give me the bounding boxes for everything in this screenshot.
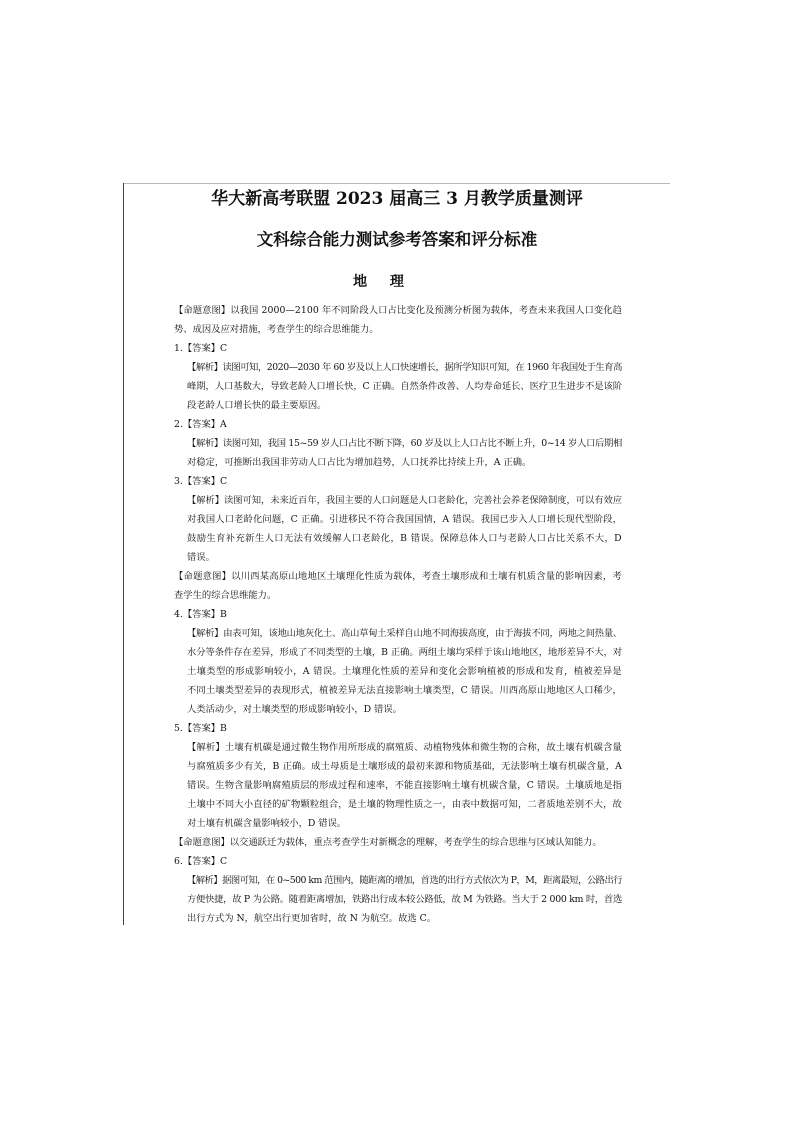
intent-line: 【命题意图】以川西某高原山地地区土壤理化性质为载体，考查土壤形成和土壤有机质含量的影响因素，考	[174, 570, 622, 582]
analysis-line: 出行方式为 N，航空出行更加省时，故 N 为航空。故选 C。	[187, 913, 437, 924]
question-1	[174, 339, 622, 415]
answer-line: 6.【答案】C	[174, 855, 228, 867]
intent-line: 势、成因及应对措施，考查学生的综合思维能力。	[174, 323, 379, 335]
question-2	[174, 415, 622, 472]
intent-line: 【命题意图】以我国 2000—2100 年不同阶段人口占比变化及预测分析图为载体，考查未来我国人口变化趋	[174, 304, 622, 316]
question-4	[174, 605, 622, 719]
analysis-line: 人类活动少，对土壤类型的形成影响较小，D 错误。	[187, 703, 402, 715]
page-title: 华大新高考联盟 2023 届高三 3 月教学质量测评	[211, 189, 583, 209]
analysis-line: 【解析】土壤有机碳是通过微生物作用所形成的腐殖质、动植物残体和微生物的合称，故土壤有机碳含量	[187, 741, 622, 753]
analysis-line: 段老龄人口增长快的最主要原因。	[187, 399, 327, 411]
analysis-line: 峰期，人口基数大，导致老龄人口增长快，C 正确。自然条件改善、人均寿命延长、医疗卫生进步不是该阶	[187, 380, 622, 392]
answer-line: 2.【答案】A	[174, 418, 227, 430]
analysis-line: 水分等条件存在差异，形成了不同类型的土壤，B 正确。两组土壤均采样于该山地地区，地形差异不大，对	[187, 646, 622, 658]
intent-line: 查学生的综合思维能力。	[174, 589, 277, 601]
analysis-line: 【解析】读图可知，2020—2030 年 60 岁及以上人口快速增长，据所学知识可知，在 1960 年我国处于生育高	[187, 361, 622, 373]
answer-key-body	[174, 301, 622, 929]
question-6	[174, 852, 622, 928]
intent-line: 【命题意图】以交通跃迁为载体，重点考查学生对新概念的理解，考查学生的综合思维与区域认知能力。	[174, 836, 602, 848]
answer-line: 3.【答案】C	[174, 475, 228, 487]
intent-paragraph-3	[174, 833, 622, 852]
page-subtitle: 文科综合能力测试参考答案和评分标准	[256, 230, 538, 249]
analysis-line: 对土壤有机碳含量影响较小，D 错误。	[187, 817, 347, 829]
analysis-line: 不同土壤类型差异的表现形式，植被差异无法直接影响土壤类型，C 错误。川西高原山地地区人口稀少，	[187, 684, 622, 696]
answer-line: 5.【答案】B	[174, 722, 227, 734]
question-3	[174, 472, 622, 567]
analysis-line: 【解析】由表可知，该地山地灰化土、高山草甸土采样自山地不同海拔高度，由于海拔不同，两地之间热量、	[187, 627, 622, 639]
subject-heading: 地 理	[353, 274, 413, 290]
answer-line: 1.【答案】C	[174, 342, 228, 354]
analysis-line: 对稳定，可推断出我国非劳动人口占比为增加趋势，人口抚养比持续上升，A 正确。	[187, 456, 532, 468]
analysis-line: 与腐殖质多少有关，B 正确。成土母质是土壤形成的最初来源和物质基础，无法影响土壤有机碳含量，A	[187, 760, 622, 772]
analysis-line: 土壤类型的形成影响较小，A 错误。土壤理化性质的差异和变化会影响植被的形成和发育，植被差异是	[187, 665, 622, 677]
analysis-line: 鼓励生育补充新生人口无法有效缓解人口老龄化，B 错误。保障总体人口与老龄人口占比关系不大，D	[187, 532, 622, 544]
analysis-line: 土壤中不同大小直径的矿物颗粒组合，是土壤的物理性质之一，由表中数据可知，二者质地差别不大，故	[187, 798, 622, 810]
question-5	[174, 719, 622, 833]
analysis-line: 【解析】读图可知，我国 15~59 岁人口占比不断下降，60 岁及以上人口占比不断上升，0~14 岁人口后期相	[187, 437, 622, 449]
left-border-line	[123, 183, 124, 925]
analysis-line: 【解析】据图可知，在 0~500 km 范围内，随距离的增加，首选的出行方式依次为 P，M，距离最短，公路出行	[187, 874, 622, 886]
analysis-line: 方便快捷，故 P 为公路。随着距离增加，铁路出行成本较公路低，故 M 为铁路。当大于 2 000 km 时，首选	[187, 893, 622, 905]
top-border-line	[123, 183, 670, 184]
answer-line: 4.【答案】B	[174, 608, 227, 620]
analysis-line: 【解析】读图可知，未来近百年，我国主要的人口问题是人口老龄化，完善社会养老保障制度，可以有效应	[187, 494, 622, 506]
intent-paragraph-2	[174, 567, 622, 605]
analysis-line: 错误。	[187, 551, 215, 563]
analysis-line: 错误。生物含量影响腐殖质层的形成过程和速率，不能直接影响土壤有机碳含量，C 错误。土壤质地是指	[187, 779, 622, 791]
analysis-line: 对我国人口老龄化问题，C 正确。引进移民不符合我国国情，A 错误。我国已步入人口增长现代型阶段，	[187, 513, 622, 525]
intent-paragraph-1	[174, 301, 622, 339]
